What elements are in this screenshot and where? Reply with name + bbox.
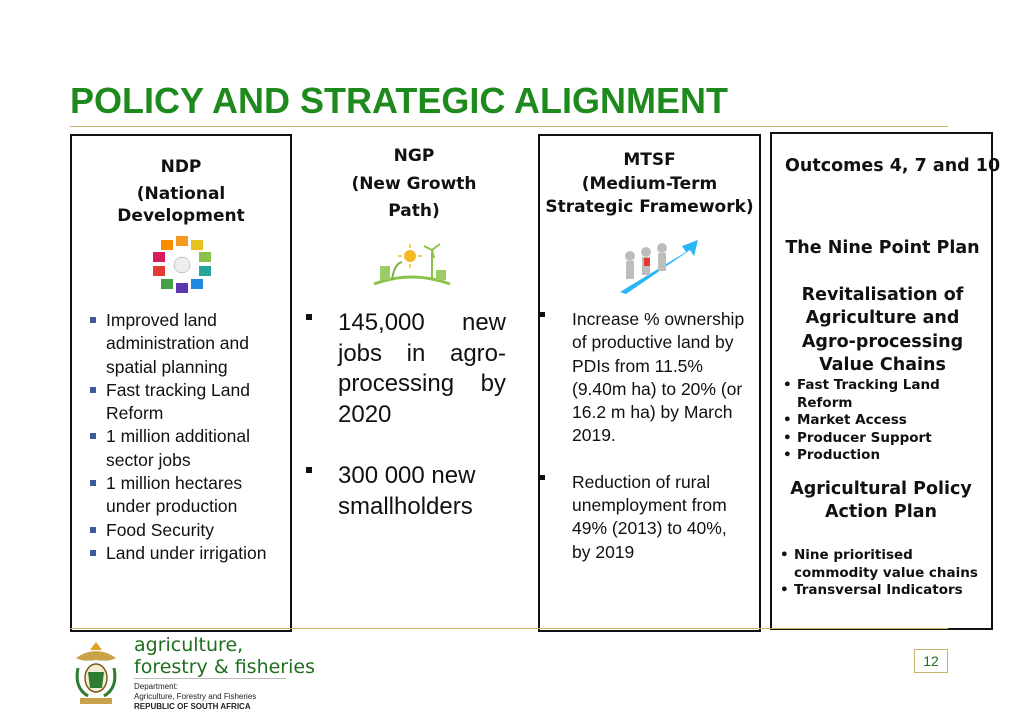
ngp-title: NGP bbox=[393, 146, 435, 166]
department-full-name: Agriculture, Forestry and Fisheries bbox=[134, 692, 257, 701]
list-item: 1 million additional sector jobs bbox=[90, 425, 282, 472]
revitalisation-heading-2: Agriculture and bbox=[805, 308, 960, 328]
square-bullet-icon bbox=[90, 433, 96, 439]
square-bullet-icon bbox=[540, 312, 545, 317]
title-divider bbox=[70, 126, 948, 127]
page-number: 12 bbox=[914, 649, 948, 673]
ngp-subtitle-2: Path) bbox=[388, 201, 440, 221]
footer-divider bbox=[70, 628, 948, 629]
list-item: • Nine prioritised commodity value chains bbox=[778, 547, 983, 582]
ndp-subtitle-1: (National bbox=[136, 184, 226, 204]
list-item: Land under irrigation bbox=[90, 542, 282, 565]
list-item: • Producer Support bbox=[781, 430, 981, 448]
apap-heading-2: Action Plan bbox=[825, 502, 937, 522]
ndp-subtitle-2: Development bbox=[117, 206, 245, 226]
list-item: 145,000 new jobs in agro-processing by 2020 bbox=[306, 308, 506, 430]
department-name bbox=[134, 634, 315, 678]
list-item: • Fast Tracking Land Reform bbox=[781, 377, 981, 412]
list-item: • Production bbox=[781, 447, 981, 465]
country-name: REPUBLIC OF SOUTH AFRICA bbox=[134, 702, 251, 711]
list-item: Fast tracking Land Reform bbox=[90, 379, 282, 426]
ndp-title: NDP bbox=[160, 157, 202, 177]
revitalisation-heading-4: Value Chains bbox=[819, 355, 946, 375]
coat-of-arms-logo bbox=[70, 638, 122, 710]
square-bullet-icon bbox=[90, 387, 96, 393]
department-details bbox=[134, 682, 256, 712]
square-bullet-icon bbox=[90, 550, 96, 556]
square-bullet-icon bbox=[540, 475, 545, 480]
ngp-subtitle-1: (New Growth bbox=[351, 174, 477, 194]
ndp-wheel-graphic bbox=[146, 234, 218, 296]
list-item: • Transversal Indicators bbox=[778, 582, 983, 600]
department-name-line-2: forestry & fisheries bbox=[134, 656, 315, 678]
list-item: Improved land administration and spatial planning bbox=[90, 309, 282, 379]
revitalisation-heading-3: Agro-processing bbox=[801, 332, 964, 352]
mtsf-subtitle-2: Strategic Framework) bbox=[545, 197, 754, 217]
apap-list bbox=[778, 547, 983, 600]
square-bullet-icon bbox=[90, 527, 96, 533]
department-name-line-1: agriculture, bbox=[134, 634, 244, 656]
slide-title: POLICY AND STRATEGIC ALIGNMENT bbox=[70, 80, 729, 121]
department-divider bbox=[134, 678, 286, 679]
mtsf-title: MTSF bbox=[623, 150, 676, 170]
outcomes-heading: Outcomes 4, 7 and 10 bbox=[785, 156, 1001, 176]
list-item: Food Security bbox=[90, 519, 282, 542]
nine-point-plan-heading: The Nine Point Plan bbox=[785, 238, 980, 258]
list-item: 1 million hectares under production bbox=[90, 472, 282, 519]
list-item: 300 000 new smallholders bbox=[306, 461, 506, 522]
department-label: Department: bbox=[134, 682, 179, 691]
square-bullet-icon bbox=[90, 480, 96, 486]
apap-heading-1: Agricultural Policy bbox=[790, 479, 972, 499]
ndp-list bbox=[90, 309, 282, 565]
mtsf-subtitle-1: (Medium-Term bbox=[581, 174, 718, 194]
mtsf-list bbox=[540, 308, 746, 564]
green-economy-graphic bbox=[370, 240, 454, 290]
square-bullet-icon bbox=[90, 317, 96, 323]
square-bullet-icon bbox=[306, 467, 312, 473]
list-item: Reduction of rural unemployment from 49% (2013) to 40%, by 2019 bbox=[540, 471, 746, 564]
list-item: • Market Access bbox=[781, 412, 981, 430]
people-pushing-arrow-graphic bbox=[616, 234, 700, 296]
revitalisation-heading-1: Revitalisation of bbox=[801, 285, 964, 305]
revitalisation-list bbox=[781, 377, 981, 465]
ngp-list bbox=[306, 308, 506, 522]
list-item: Increase % ownership of productive land by PDIs from 11.5% (9.40m ha) to 20% (or 16.2 m ha) by March 2019. bbox=[540, 308, 746, 448]
square-bullet-icon bbox=[306, 314, 312, 320]
